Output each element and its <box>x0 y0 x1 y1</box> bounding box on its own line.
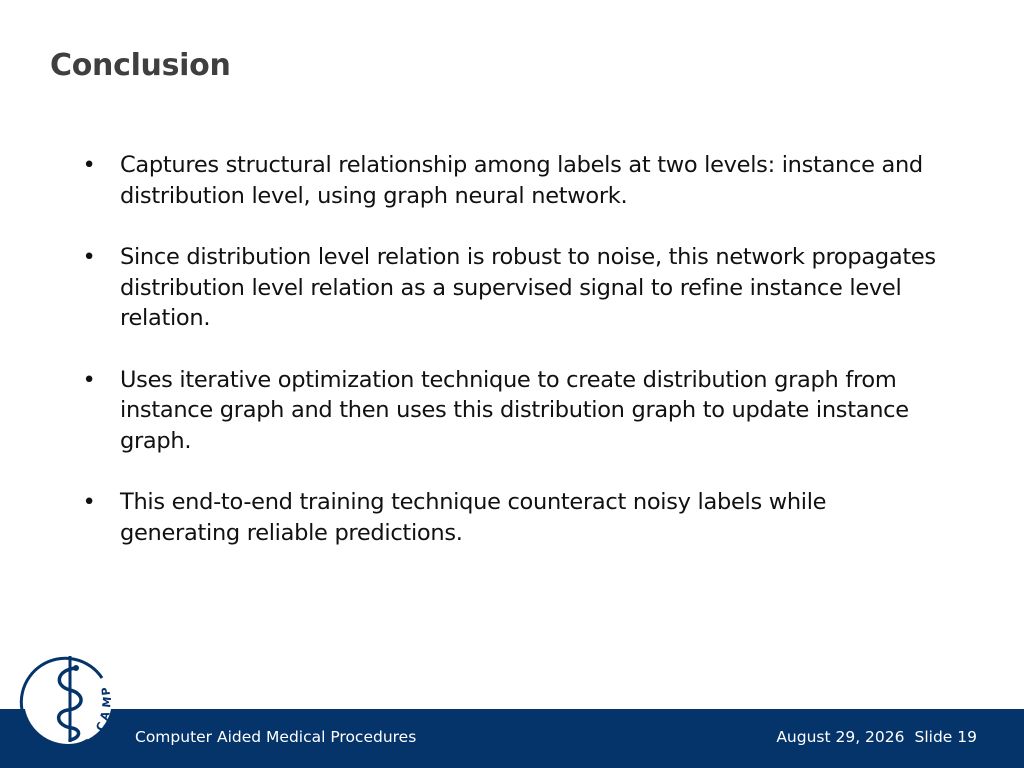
bullet-text: Captures structural relationship among labels at two levels: instance and distribution level, using graph neural network. <box>120 152 923 209</box>
bullet-dot-icon: • <box>82 244 96 270</box>
bullet-text: This end-to-end training technique counteract noisy labels while generating reliable predictions. <box>120 489 827 546</box>
footer-organization: Computer Aided Medical Procedures <box>135 728 417 746</box>
bullet-item <box>82 150 942 211</box>
bullet-item <box>82 365 942 457</box>
bullet-dot-icon: • <box>82 489 96 515</box>
bullet-text: Since distribution level relation is robust to noise, this network propagates distribution level relation as a supervised signal to refine instance level relation. <box>120 244 936 331</box>
bullet-dot-icon: • <box>82 152 96 178</box>
slide-title: Conclusion <box>50 48 231 83</box>
bullet-item <box>82 242 942 334</box>
footer-meta <box>776 728 977 746</box>
logo-letter: M <box>100 696 115 709</box>
camp-caduceus-logo-icon <box>18 650 128 760</box>
logo-letter: P <box>99 686 113 697</box>
bullet-list <box>82 150 942 579</box>
logo-letter: C <box>93 720 109 734</box>
footer-date: August 29, 2026 <box>776 728 905 746</box>
slide-number: Slide 19 <box>914 728 977 746</box>
bullet-text: Uses iterative optimization technique to create distribution graph from instance graph and then uses this distribution graph to update instance graph. <box>120 366 909 454</box>
bullet-item <box>82 487 942 548</box>
logo-letter: A <box>97 709 113 722</box>
bullet-dot-icon: • <box>82 366 96 393</box>
